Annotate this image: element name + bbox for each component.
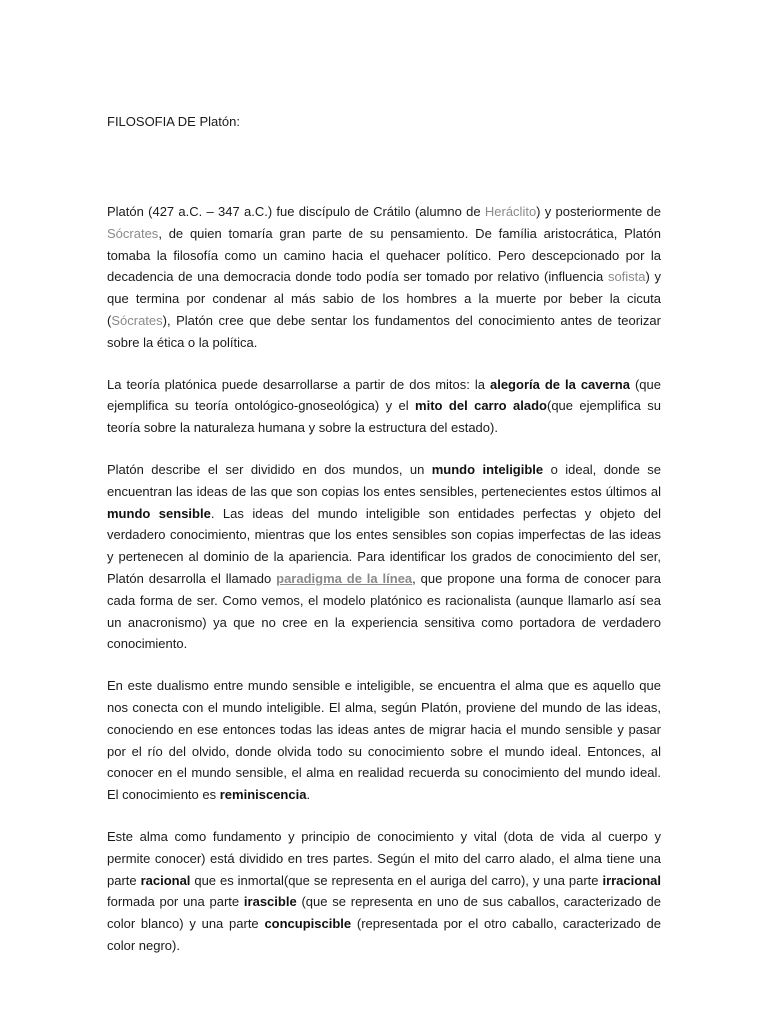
term-concupiscible: concupiscible — [264, 916, 352, 932]
term-carro-alado: mito del carro alado — [415, 398, 547, 414]
term-caverna: alegoría de la caverna — [489, 376, 630, 392]
paragraph-alma: En este dualismo entre mundo sensible e inteligible, se encuentra el alma que es aquello que nos conecta con el mundo inteligible. El alma, según Platón, proviene del mundo de las ideas, conociendo en ese entonces todas las ideas antes de migrar hacia el mundo sensible y pasar por el río del olvido, donde olvida todo su conocimiento sobre el mundo ideal. Entonces, al conocer en el mundo sensible, el alma en realidad recuerda su conocimiento del mundo ideal. El conocimiento es reminiscencia. — [107, 678, 661, 803]
term-irascible: irascible — [243, 894, 297, 910]
document-title: FILOSOFIA DE Platón: — [107, 114, 240, 129]
heraclito-link[interactable]: Heráclito — [484, 204, 537, 219]
paragraph-mundos: Platón describe el ser dividido en dos mundos, un mundo inteligible o ideal, donde se encuentran las ideas de las que son copias los entes sensibles, pertenecientes estos últimos al mundo sensible. Las ideas del mundo inteligible son entidades perfectas y objeto del verdadero conocimiento, mientras que los entes sensibles son copias imperfectas de las ideas y pertenecen al dominio de la apariencia. Para identificar los grados de conocimiento del ser, Platón desarrolla el llamado paradigma de la línea, que propone una forma de conocer para cada forma de ser. Como vemos, el modelo platónico es racionalista (aunque llamarlo así sea un anacronismo) ya que no cree en la experiencia sensitiva como portadora de verdadero conocimiento. — [107, 461, 662, 652]
term-mundo-sensible: mundo sensible — [107, 505, 211, 521]
paragraph-partes-alma: Este alma como fundamento y principio de conocimiento y vital (dota de vida al cuerpo y permite conocer) está dividido en tres partes. Según el mito del carro alado, el alma tiene una parte racional que es inmortal(que se representa en el auriga del carro), y una parte irracional formada por una parte irascible (que se representa en uno de sus caballos, caracterizado de color blanco) y una parte concupiscible (representada por el otro caballo, caracterizado de color negro). — [107, 828, 662, 953]
document-page — [107, 111, 661, 977]
socrates-link[interactable]: Sócrates — [107, 225, 159, 241]
term-reminiscencia: reminiscencia — [219, 787, 307, 803]
socrates-link-2[interactable]: Sócrates — [111, 312, 163, 328]
term-irracional: irracional — [602, 872, 661, 888]
sofista-link[interactable]: sofista — [607, 269, 646, 285]
term-racional: racional — [140, 872, 191, 888]
term-mundo-inteligible: mundo inteligible — [431, 461, 544, 477]
paragraph-intro: Platón (427 a.C. – 347 a.C.) fue discípulo de Crátilo (alumno de Heráclito) y posteriormente de Sócrates, de quien tomaría gran parte de su pensamiento. De família aristocrática, Platón tomaba la filosofía como un camino hacia el quehacer político. Pero descepcionado por la decadencia de una democracia donde todo podía ser tomado por relativo (influencia sofista) y que termina por condenar al más sabio de los hombres a la muerte por beber la cicuta (Sócrates), Platón cree que debe sentar los fundamentos del conocimiento antes de teorizar sobre la ética o la política. — [107, 204, 661, 350]
paragraph-mitos: La teoría platónica puede desarrollarse a partir de dos mitos: la alegoría de la caverna (que ejemplifica su teoría ontológico-gnoseológica) y el mito del carro alado(que ejemplifica su teoría sobre la naturaleza humana y sobre la estructura del estado). — [107, 376, 661, 436]
paradigma-linea-link[interactable]: paradigma de la línea — [276, 570, 413, 586]
